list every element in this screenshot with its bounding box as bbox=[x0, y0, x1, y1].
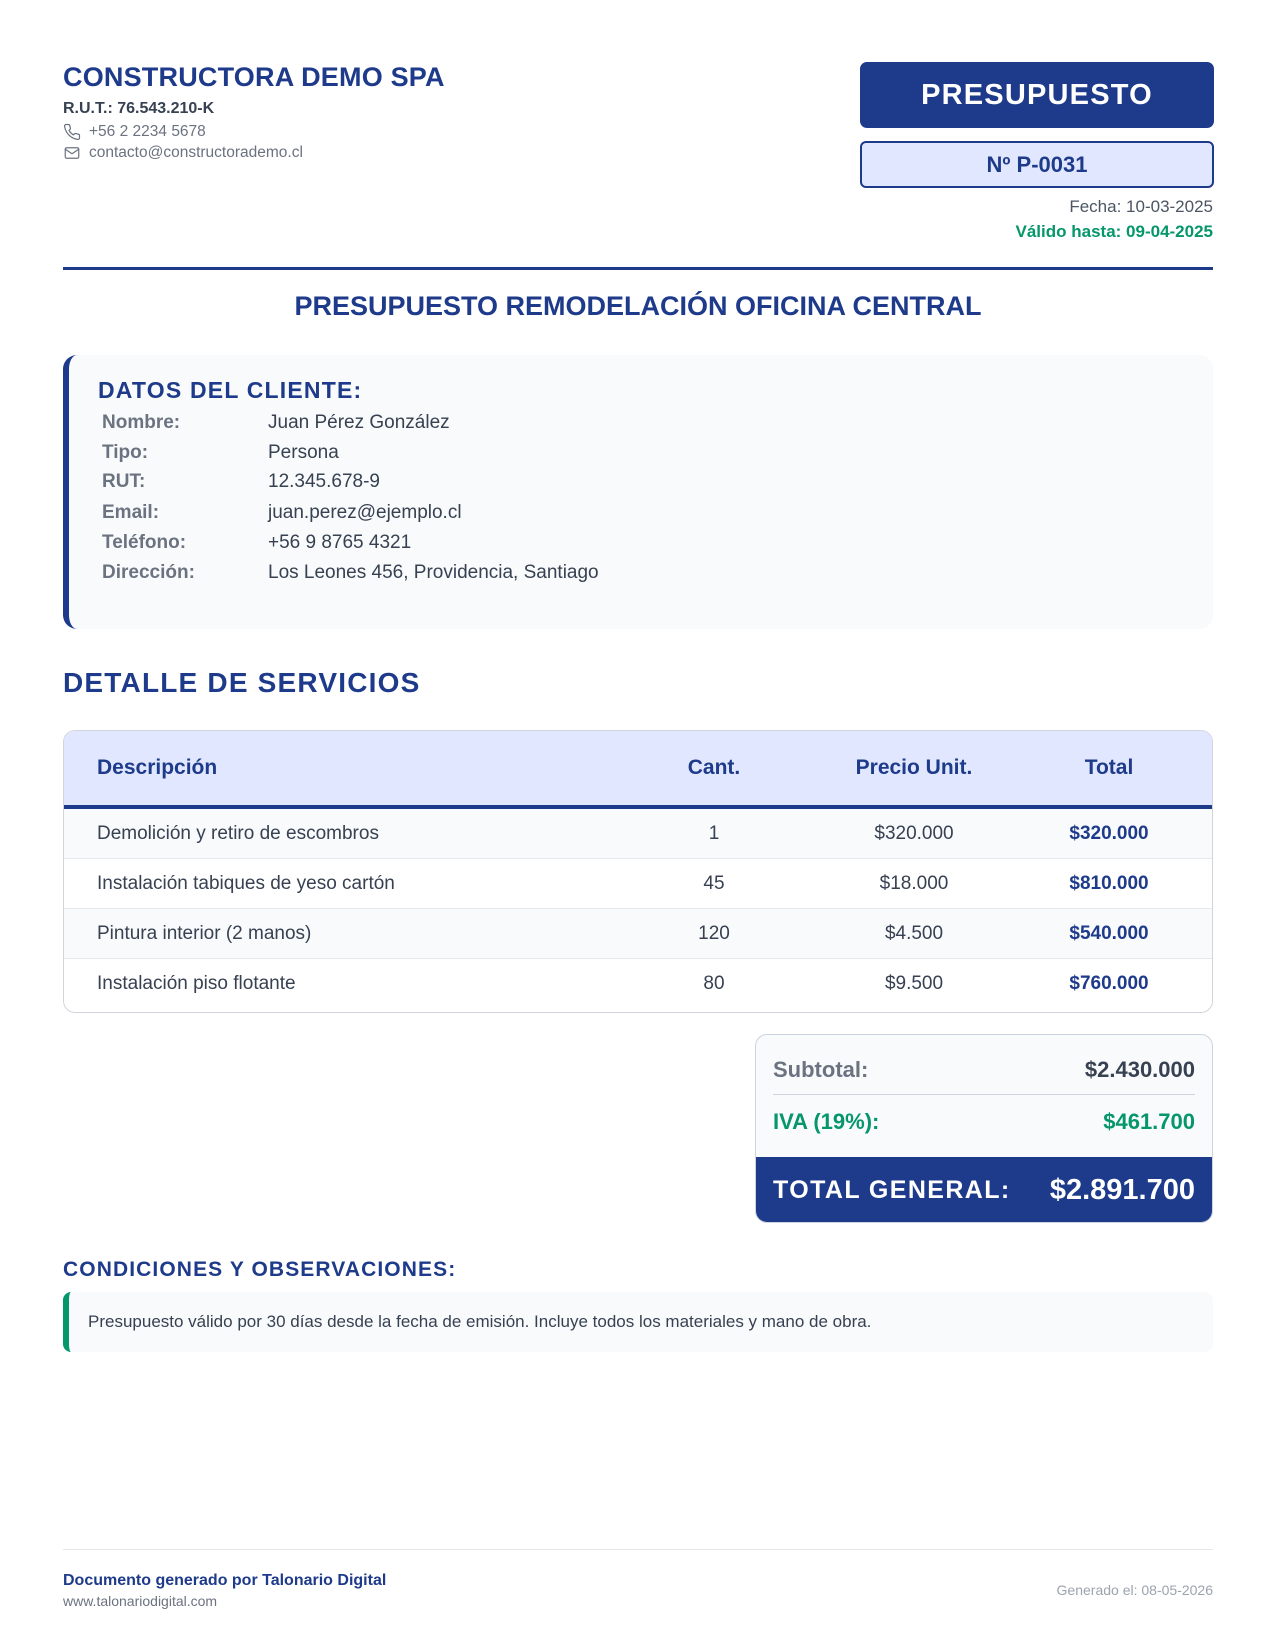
cell-description: Pintura interior (2 manos) bbox=[97, 923, 312, 944]
conditions-text: Presupuesto válido por 30 días desde la fecha de emisión. Incluye todos los materiales y mano de obra. bbox=[88, 1312, 872, 1331]
subtotal-amount: $2.430.000 bbox=[1084, 1057, 1195, 1082]
table-body bbox=[64, 809, 1212, 1009]
cell-quantity: 120 bbox=[698, 923, 730, 944]
document-date: Fecha: 10-03-2025 bbox=[1069, 197, 1213, 216]
mail-icon bbox=[63, 144, 81, 162]
client-value: +56 9 8765 4321 bbox=[268, 532, 412, 553]
client-row-type bbox=[102, 442, 339, 464]
totals-box bbox=[755, 1034, 1213, 1223]
cell-quantity: 45 bbox=[703, 873, 725, 894]
document-type-badge: PRESUPUESTO bbox=[860, 62, 1214, 128]
client-value: Los Leones 456, Providencia, Santiago bbox=[268, 562, 599, 583]
grand-total-label: TOTAL GENERAL: bbox=[773, 1176, 1011, 1204]
cell-unit-price: $9.500 bbox=[884, 973, 944, 994]
footer-url: www.talonariodigital.com bbox=[63, 1593, 218, 1609]
client-label: Tipo: bbox=[102, 442, 149, 463]
cell-quantity: 80 bbox=[703, 973, 725, 994]
footer-generated-on: Generado el: 08-05-2026 bbox=[1056, 1582, 1213, 1598]
cell-unit-price: $18.000 bbox=[879, 873, 949, 894]
header-divider bbox=[63, 267, 1213, 270]
table-row bbox=[64, 859, 1212, 909]
document-number: Nº P-0031 bbox=[860, 141, 1214, 188]
column-header-total: Total bbox=[1084, 756, 1134, 779]
cell-unit-price: $4.500 bbox=[884, 923, 944, 944]
client-row-name bbox=[102, 412, 450, 434]
cell-description: Instalación tabiques de yeso cartón bbox=[97, 873, 395, 894]
iva-row bbox=[773, 1105, 1195, 1139]
cell-description: Instalación piso flotante bbox=[97, 973, 296, 994]
cell-total: $540.000 bbox=[1069, 923, 1149, 944]
cell-quantity: 1 bbox=[708, 823, 720, 844]
client-value: 12.345.678-9 bbox=[268, 471, 380, 492]
column-header-unit-price: Precio Unit. bbox=[855, 756, 973, 779]
company-phone bbox=[63, 123, 206, 141]
client-label: Nombre: bbox=[102, 412, 181, 433]
client-label: RUT: bbox=[102, 471, 146, 492]
company-name: CONSTRUCTORA DEMO SPA bbox=[63, 62, 445, 92]
table-row bbox=[64, 809, 1212, 859]
iva-label: IVA (19%): bbox=[773, 1109, 880, 1134]
client-row-email bbox=[102, 502, 462, 524]
table-row bbox=[64, 909, 1212, 959]
client-value: juan.perez@ejemplo.cl bbox=[268, 502, 462, 523]
client-label: Teléfono: bbox=[102, 532, 187, 553]
client-heading: DATOS DEL CLIENTE: bbox=[98, 377, 363, 403]
cell-description: Demolición y retiro de escombros bbox=[97, 823, 379, 844]
services-table bbox=[63, 730, 1213, 1013]
company-rut: R.U.T.: 76.543.210-K bbox=[63, 100, 215, 117]
client-row-address bbox=[102, 562, 599, 584]
document-title: PRESUPUESTO REMODELACIÓN OFICINA CENTRAL bbox=[294, 291, 982, 321]
client-label: Email: bbox=[102, 502, 160, 523]
client-row-rut bbox=[102, 471, 380, 493]
column-header-quantity: Cant. bbox=[687, 756, 741, 779]
cell-unit-price: $320.000 bbox=[874, 823, 954, 844]
client-data-box bbox=[63, 355, 1213, 629]
document-valid-until: Válido hasta: 09-04-2025 bbox=[1015, 222, 1213, 241]
table-row bbox=[64, 959, 1212, 1009]
subtotal-label: Subtotal: bbox=[773, 1057, 869, 1082]
conditions-heading: CONDICIONES Y OBSERVACIONES: bbox=[63, 1258, 457, 1281]
client-label: Dirección: bbox=[102, 562, 195, 583]
footer-divider bbox=[63, 1549, 1213, 1550]
company-email bbox=[63, 144, 303, 162]
grand-total-amount: $2.891.700 bbox=[1049, 1174, 1195, 1206]
subtotal-row bbox=[773, 1053, 1195, 1087]
company-phone-text: +56 2 2234 5678 bbox=[89, 123, 206, 140]
document-page bbox=[63, 0, 1213, 1650]
footer-generated-by: Documento generado por Talonario Digital bbox=[63, 1572, 387, 1589]
cell-total: $760.000 bbox=[1069, 973, 1149, 994]
client-row-phone bbox=[102, 532, 411, 554]
totals-divider bbox=[773, 1094, 1195, 1095]
client-value: Persona bbox=[268, 442, 339, 463]
table-header bbox=[64, 731, 1212, 809]
cell-total: $810.000 bbox=[1069, 873, 1149, 894]
services-heading: DETALLE DE SERVICIOS bbox=[63, 667, 421, 698]
cell-total: $320.000 bbox=[1069, 823, 1149, 844]
phone-icon bbox=[63, 123, 81, 141]
iva-amount: $461.700 bbox=[1103, 1109, 1195, 1134]
column-header-description: Descripción bbox=[97, 756, 218, 779]
conditions-box bbox=[63, 1292, 1213, 1352]
grand-total-row bbox=[756, 1157, 1212, 1223]
company-email-text: contacto@constructorademo.cl bbox=[89, 144, 303, 161]
client-value: Juan Pérez González bbox=[268, 412, 450, 433]
